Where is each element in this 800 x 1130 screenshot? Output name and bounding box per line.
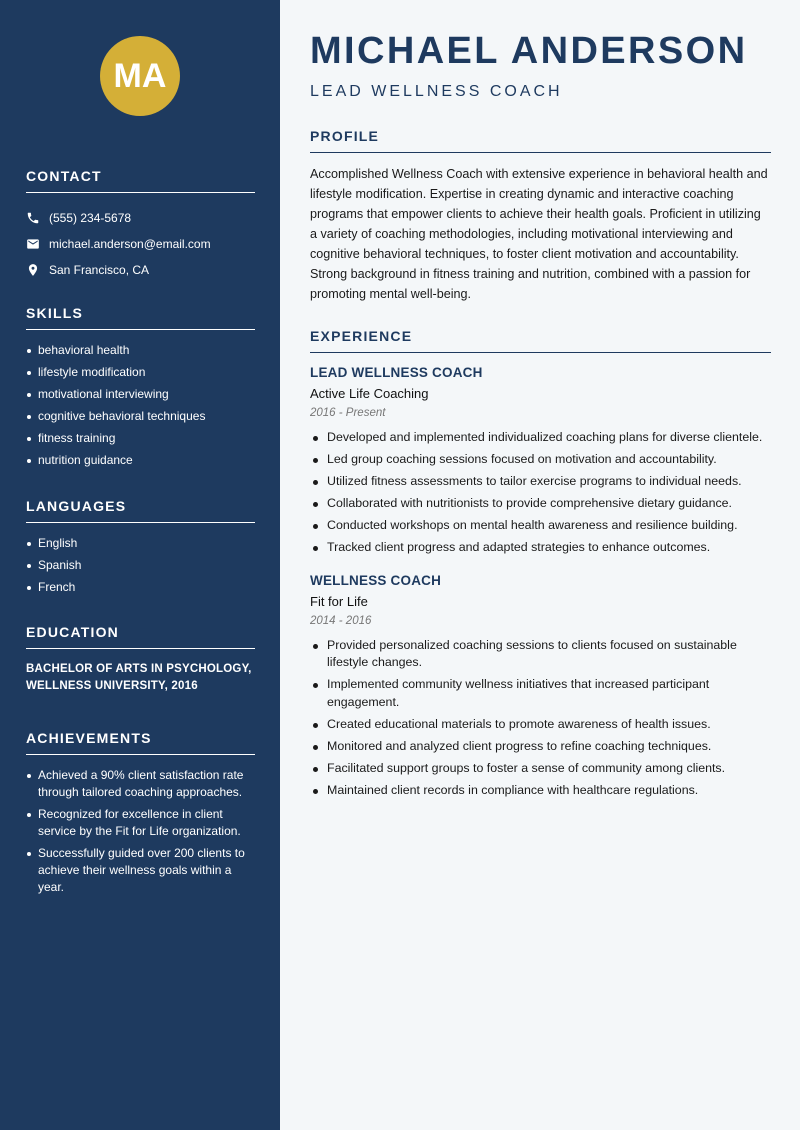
- sidebar: [0, 0, 280, 1130]
- list-item: Provided personalized coaching sessions to clients focused on sustainable lifestyle changes.: [310, 637, 771, 672]
- profile-section: [310, 128, 771, 304]
- list-item: Created educational materials to promote awareness of health issues.: [310, 716, 771, 734]
- phone-icon: [26, 211, 40, 225]
- job-dates: 2014 - 2016: [310, 614, 372, 627]
- languages-list: [26, 535, 255, 596]
- achievements-section: [26, 730, 255, 901]
- job-entry: [310, 365, 771, 557]
- languages-section: [26, 498, 255, 601]
- contact-email: [26, 231, 255, 257]
- education-heading: EDUCATION: [26, 624, 255, 649]
- list-item: Utilized fitness assessments to tailor exercise programs to individual needs.: [310, 473, 771, 491]
- job-dates: 2016 - Present: [310, 407, 386, 419]
- job-bullets: [310, 637, 771, 800]
- list-item: Implemented community wellness initiatives that increased participant engagement.: [310, 676, 771, 711]
- avatar: MA: [100, 36, 180, 116]
- job-title: WELLNESS COACH: [310, 572, 442, 588]
- list-item: Spanish: [26, 557, 255, 574]
- candidate-name: MICHAEL ANDERSON: [310, 30, 748, 72]
- list-item: Recognized for excellence in client service by the Fit for Life organization.: [26, 806, 255, 840]
- list-item: Collaborated with nutritionists to provide comprehensive dietary guidance.: [310, 495, 771, 513]
- location-pin-icon: [26, 263, 40, 277]
- list-item: fitness training: [26, 430, 255, 447]
- list-item: Developed and implemented individualized coaching plans for diverse clientele.: [310, 429, 771, 447]
- list-item: Conducted workshops on mental health awareness and resilience building.: [310, 517, 771, 535]
- contact-phone: [26, 205, 255, 231]
- location-text: San Francisco, CA: [49, 263, 150, 277]
- profile-heading: PROFILE: [310, 128, 771, 153]
- job-entry: [310, 573, 771, 800]
- skills-section: [26, 305, 255, 474]
- mail-icon: [26, 237, 40, 251]
- list-item: Led group coaching sessions focused on motivation and accountability.: [310, 451, 771, 469]
- skills-heading: SKILLS: [26, 305, 255, 330]
- job-company: Active Life Coaching: [310, 386, 429, 401]
- list-item: French: [26, 579, 255, 596]
- languages-heading: LANGUAGES: [26, 498, 255, 523]
- contact-heading: CONTACT: [26, 168, 255, 193]
- list-item: English: [26, 535, 255, 552]
- experience-section: [310, 328, 771, 804]
- job-bullets: [310, 429, 771, 557]
- list-item: cognitive behavioral techniques: [26, 408, 255, 425]
- email-text[interactable]: michael.anderson@email.com: [49, 237, 211, 251]
- list-item: Achieved a 90% client satisfaction rate through tailored coaching approaches.: [26, 767, 255, 801]
- list-item: Maintained client records in compliance with healthcare regulations.: [310, 782, 771, 800]
- list-item: Tracked client progress and adapted strategies to enhance outcomes.: [310, 539, 771, 557]
- list-item: lifestyle modification: [26, 364, 255, 381]
- skills-list: [26, 342, 255, 469]
- job-company: Fit for Life: [310, 593, 368, 609]
- candidate-title: LEAD WELLNESS COACH: [310, 83, 563, 100]
- list-item: Facilitated support groups to foster a sense of community among clients.: [310, 760, 771, 778]
- phone-text[interactable]: (555) 234-5678: [49, 211, 132, 225]
- achievements-heading: ACHIEVEMENTS: [26, 730, 255, 755]
- achievements-list: [26, 767, 255, 896]
- experience-heading: EXPERIENCE: [310, 328, 771, 353]
- profile-text: Accomplished Wellness Coach with extensive experience in behavioral health and lifestyle modification. Expertise in creating dynamic and interactive coaching programs that empower clients to achieve their health goals. Proficient in utilizing a variety of coaching methodologies, including motivational interviewing and cognitive behavioral techniques, to foster client motivation and accountability. Strong background in fitness training and nutrition, combined with a passion for promoting mental well-being.: [310, 167, 768, 301]
- contact-section: [26, 168, 255, 283]
- education-entry: BACHELOR OF ARTS IN PSYCHOLOGY, WELLNESS UNIVERSITY, 2016: [26, 663, 252, 692]
- job-title: LEAD WELLNESS COACH: [310, 365, 483, 380]
- list-item: Successfully guided over 200 clients to achieve their wellness goals within a year.: [26, 845, 255, 896]
- education-section: [26, 624, 255, 695]
- list-item: behavioral health: [26, 342, 255, 359]
- list-item: Monitored and analyzed client progress to refine coaching techniques.: [310, 738, 771, 756]
- list-item: motivational interviewing: [26, 386, 255, 403]
- contact-location: [26, 257, 255, 283]
- list-item: nutrition guidance: [26, 452, 255, 469]
